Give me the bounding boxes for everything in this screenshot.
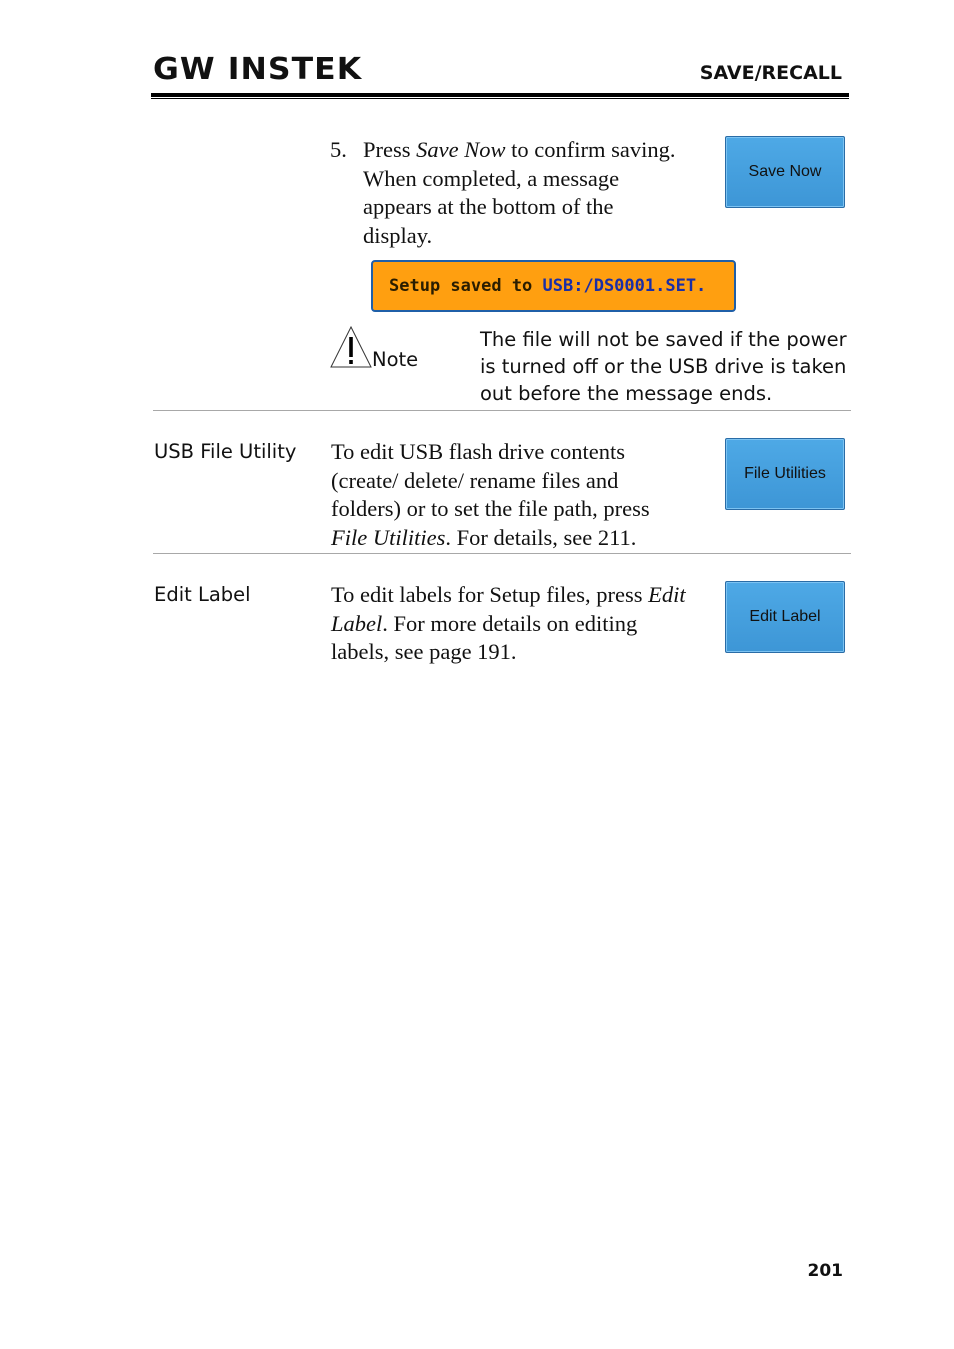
file-utilities-button[interactable]: File Utilities [725,438,845,510]
section-divider [153,553,851,554]
step-5-text-before: Press [363,137,417,162]
usb-line-1: To edit USB flash drive contents [331,439,626,464]
note-line-1: The file will not be saved if the power [480,328,847,351]
warning-icon [330,325,372,369]
status-message-path: USB:/DS0001.SET. [542,276,707,296]
edit-label-button[interactable]: Edit Label [725,581,845,653]
save-now-emphasis: Save Now [416,137,506,162]
edit-emphasis: Edit [648,582,686,607]
usb-file-utility-text [331,438,716,552]
save-now-button[interactable]: Save Now [725,136,845,208]
step-5-text-after: to confirm saving. [505,137,676,162]
step-5-text [363,136,713,250]
edit-label-line-1: To edit labels for Setup files, press [331,582,649,607]
step-5-line-2: When completed, a message [363,165,620,191]
status-message-text: Setup saved to [389,276,543,296]
note-label: Note [372,348,419,371]
usb-line-2: (create/ delete/ rename files and [331,467,619,493]
step-5-line-4: display. [363,222,433,248]
page-number: 201 [807,1261,843,1281]
edit-label-line-3: labels, see page 191. [331,639,517,664]
step-number: 5. [330,137,347,162]
header-rule-thin [151,98,849,99]
header-rule [151,93,849,97]
note-line-3: out before the message ends. [480,382,773,405]
edit-label-text [331,581,721,667]
brand-logo: GW INSTEK [153,52,363,87]
label-emphasis: Label [331,610,383,636]
step-5-line-3: appears at the bottom of the [363,194,614,219]
edit-label-line-2-rest: . For more details on editing [382,610,638,636]
note-text [480,326,850,407]
file-utilities-emphasis: File Utilities [331,524,446,550]
usb-line-4-rest: . For details, see 211. [445,524,637,550]
status-message-banner [371,260,736,312]
edit-label-heading: Edit Label [154,583,251,606]
note-line-2: is turned off or the USB drive is taken [480,355,847,378]
section-title: SAVE/RECALL [699,62,842,84]
usb-file-utility-heading: USB File Utility [154,440,297,463]
section-divider [153,410,851,411]
usb-line-3: folders) or to set the file path, press [331,496,650,521]
